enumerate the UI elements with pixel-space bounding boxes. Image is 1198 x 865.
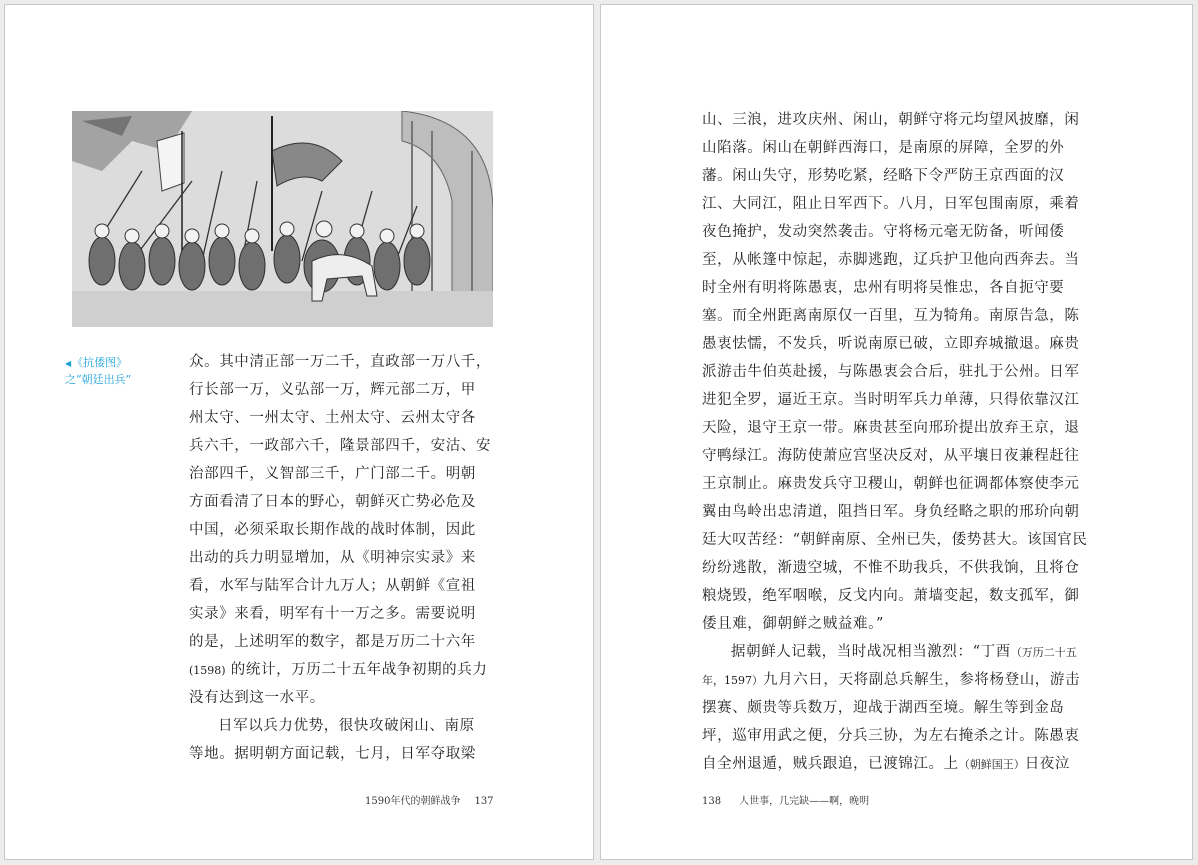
inline-note: (1598) xyxy=(189,664,226,677)
text-line: 坪，巡审用武之便，分兵三协，为左右掩杀之计。陈愚衷 xyxy=(702,728,1080,744)
text-line: 治部四千，义智部三千，广门部二千。明朝 xyxy=(189,466,476,482)
text-line: 藩。闲山失守，形势吃紧，经略下令严防王京西面的汉 xyxy=(702,168,1065,184)
text-line: 粮烧毁，绝军咽喉，反戈内向。萧墙变起，数支孤军，御 xyxy=(702,588,1080,604)
text-line: 守鸭绿江。海防使萧应宫坚决反对，从平壤日夜兼程赶往 xyxy=(702,448,1080,464)
text-line: 山、三浪，进攻庆州、闲山，朝鲜守将元均望风披靡，闲 xyxy=(702,112,1080,128)
right-page xyxy=(600,4,1193,860)
page-number: 137 xyxy=(474,796,494,807)
text-line: 时全州有明将陈愚衷，忠州有明将吴惟忠，各自扼守要 xyxy=(702,280,1065,296)
text-line: 倭且难，御朝鲜之贼益难。” xyxy=(702,616,884,632)
inline-note: （朝鲜国王） xyxy=(958,758,1025,771)
text-line: 等地。据明朝方面记载，七月，日军夺取梁 xyxy=(189,746,476,762)
text-line: 没有达到这一水平。 xyxy=(189,690,325,706)
left-page xyxy=(4,4,594,860)
text-line: 摆赛、颇贵等兵数万，迎战于湖西至境。解生等到金岛 xyxy=(702,700,1065,716)
page-number: 138 xyxy=(702,796,722,807)
caption-text: 《抗倭图》之“朝廷出兵” xyxy=(65,356,132,386)
text-line: 实录》来看，明军有十一万之多。需要说明 xyxy=(189,606,476,622)
text-line xyxy=(702,666,1090,694)
text-line: 兵六千，一政部六千，隆景部四千，安沽、安 xyxy=(189,438,491,454)
inline-note: （万历二十五 xyxy=(1010,646,1077,659)
text-span: 日军以兵力优势，很快攻破闲山、南原 xyxy=(218,718,475,734)
text-line: 廷大叹苦经：“朝鲜南原、全州已失，倭势甚大。该国官民 xyxy=(702,532,1088,548)
text-line xyxy=(189,712,491,740)
text-line: 出动的兵力明显增加，从《明神宗实录》来 xyxy=(189,550,476,566)
text-line: 众。其中清正部一万二千，直政部一万八千， xyxy=(189,354,491,370)
text-line: 纷纷逃散，渐遗空城，不惟不助我兵，不供我饷，且将仓 xyxy=(702,560,1080,576)
right-footer xyxy=(702,792,869,807)
text-line: 愚衷怯懦，不发兵，听说南原已破，立即弃城撤退。麻贵 xyxy=(702,336,1080,352)
text-line: 夜色掩护，发动突然袭击。守将杨元毫无防备，听闻倭 xyxy=(702,224,1065,240)
text-line: 中国，必须采取长期作战的战时体制，因此 xyxy=(189,522,476,538)
text-line: 行长部一万，义弘部一万，辉元部二万，甲 xyxy=(189,382,476,398)
text-line: 进犯全罗，逼近王京。当时明军兵力单薄，只得依靠汉江 xyxy=(702,392,1080,408)
text-line xyxy=(702,638,1090,666)
illustration-caption xyxy=(65,355,147,388)
text-line: 翼由鸟岭出忠清道，阻挡日军。身负经略之职的邢玠向朝 xyxy=(702,504,1080,520)
text-line: 王京制止。麻贵发兵守卫稷山，朝鲜也征调都体察使李元 xyxy=(702,476,1080,492)
text-line: 山陷落。闲山在朝鲜西海口，是南原的屏障，全罗的外 xyxy=(702,140,1065,156)
text-line xyxy=(189,656,491,684)
illustration-kangwo-tu xyxy=(72,111,493,327)
text-line: 至，从帐篷中惊起，赤脚逃跑，辽兵护卫他向西奔去。当 xyxy=(702,252,1080,268)
text-line: 看，水军与陆军合计九万人；从朝鲜《宣祖 xyxy=(189,578,476,594)
text-line: 方面看清了日本的野心，朝鲜灭亡势必危及 xyxy=(189,494,476,510)
left-footer xyxy=(365,792,494,807)
painting-image xyxy=(72,111,493,327)
text-line: 的是，上述明军的数字，都是万历二十六年 xyxy=(189,634,476,650)
left-body-text xyxy=(189,348,491,768)
text-line: 天险，退守王京一带。麻贵甚至向邢玠提出放弃王京，退 xyxy=(702,420,1080,436)
text-line xyxy=(702,750,1090,778)
caption-triangle-icon: ◀ xyxy=(65,359,72,368)
inline-note: 年，1597） xyxy=(702,674,763,687)
text-span: 九月六日，天将副总兵解生，参将杨登山，游击 xyxy=(763,672,1081,688)
text-line: 州太守、一州太守、土州太守、云州太守各 xyxy=(189,410,476,426)
running-title: 1590年代的朝鲜战争 xyxy=(365,796,461,807)
text-span: 的统计，万历二十五年战争初期的兵力 xyxy=(225,662,488,678)
text-line: 江、大同江，阻止日军西下。八月，日军包围南原，乘着 xyxy=(702,196,1080,212)
text-span: 日夜泣 xyxy=(1024,756,1071,772)
text-span: 据朝鲜人记载，当时战况相当激烈：“丁酉 xyxy=(731,644,1011,660)
text-line: 塞。而全州距离南原仅一百里，互为犄角。南原告急，陈 xyxy=(702,308,1080,324)
text-span: 自全州退遁，贼兵跟追，已渡锦江。上 xyxy=(702,756,959,772)
right-body-text xyxy=(702,106,1090,778)
running-title: 人世事，几完缺——啊，晚明 xyxy=(739,796,870,807)
text-line: 派游击牛伯英赴援，与陈愚衷会合后，驻扎于公州。日军 xyxy=(702,364,1080,380)
